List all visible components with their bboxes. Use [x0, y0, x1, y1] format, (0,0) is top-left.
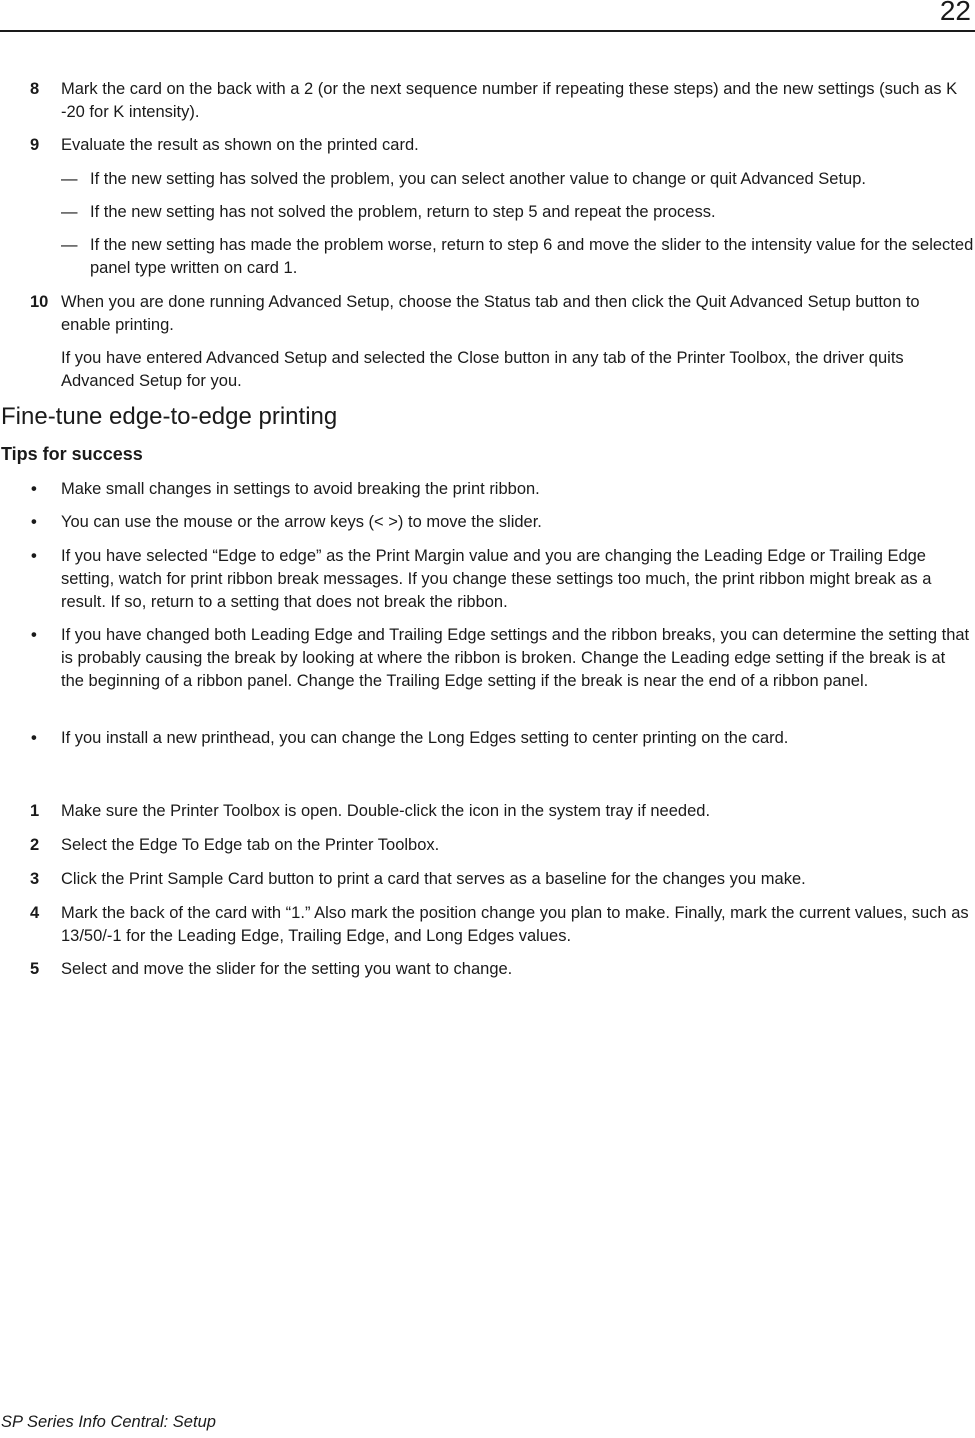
dash-item-text: If the new setting has solved the problem, you can select another value to change or quit Advanced Setup.: [90, 170, 866, 188]
step-number: 9: [30, 136, 40, 154]
tip-text: You can use the mouse or the arrow keys (< >) to move the slider.: [61, 513, 542, 531]
dash-item-text: If the new setting has made the problem worse, return to step 6 and move the slider to the intensity value for the selected panel type written on card 1.: [90, 236, 974, 277]
page-number: 22: [939, 0, 971, 26]
bullet-marker: •: [31, 626, 37, 644]
dash-marker: —: [61, 170, 78, 188]
dash-marker: —: [61, 236, 78, 254]
bullet-marker: •: [31, 480, 37, 498]
step-text: Select the Edge To Edge tab on the Printer Toolbox.: [61, 836, 440, 854]
bullet-marker: •: [31, 513, 37, 531]
step-number: 2: [30, 836, 40, 854]
step-text: Mark the card on the back with a 2 (or the next sequence number if repeating these steps) and the new settings (such as K -20 for K intensity).: [61, 80, 958, 121]
tips-heading: Tips for success: [1, 444, 143, 464]
header-rule: [0, 30, 975, 32]
tip-text: If you install a new printhead, you can change the Long Edges setting to center printing on the card.: [61, 729, 789, 747]
bullet-marker: •: [31, 547, 37, 565]
step-number: 5: [30, 960, 40, 978]
step-text: Mark the back of the card with “1.” Also mark the position change you plan to make. Finally, mark the current values, such as 13/50/-1 for the Leading Edge, Trailing Edge, and Long Edges values.: [61, 904, 969, 945]
section-title: Fine-tune edge-to-edge printing: [1, 403, 338, 430]
dash-marker: —: [61, 203, 78, 221]
step-number: 4: [30, 904, 40, 922]
step-number: 8: [30, 80, 40, 98]
step-text: Select and move the slider for the setting you want to change.: [61, 960, 513, 978]
step-number: 1: [30, 802, 40, 820]
tip-text: If you have changed both Leading Edge and Trailing Edge settings and the ribbon breaks, you can determine the setting that is probably causing the break by looking at where the ribbon is broken. Change the Leading edge setting if the break is at the beginning of a ribbon panel. Change the Trailing Edge setting if the break is near the end of a ribbon panel.: [61, 626, 970, 690]
step-text: Make sure the Printer Toolbox is open. Double-click the icon in the system tray if needed.: [61, 802, 711, 820]
tip-text: Make small changes in settings to avoid breaking the print ribbon.: [61, 480, 540, 498]
step-number: 3: [30, 870, 40, 888]
step-text: When you are done running Advanced Setup, choose the Status tab and then click the Quit Advanced Setup button to enable printing.: [61, 293, 920, 334]
step-text: Click the Print Sample Card button to print a card that serves as a baseline for the changes you make.: [61, 870, 806, 888]
tip-text: If you have selected “Edge to edge” as the Print Margin value and you are changing the Leading Edge or Trailing Edge setting, watch for print ribbon break messages. If you change these settings too much, the print ribbon might break as a result. If so, return to a setting that does not break the ribbon.: [61, 547, 932, 611]
step-text: Evaluate the result as shown on the printed card.: [61, 136, 419, 154]
dash-item-text: If the new setting has not solved the problem, return to step 5 and repeat the process.: [90, 203, 716, 221]
footer-text: SP Series Info Central: Setup: [1, 1413, 216, 1431]
step-note: If you have entered Advanced Setup and selected the Close button in any tab of the Printer Toolbox, the driver quits Advanced Setup for you.: [61, 349, 904, 390]
step-number: 10: [30, 293, 49, 311]
bullet-marker: •: [31, 729, 37, 747]
